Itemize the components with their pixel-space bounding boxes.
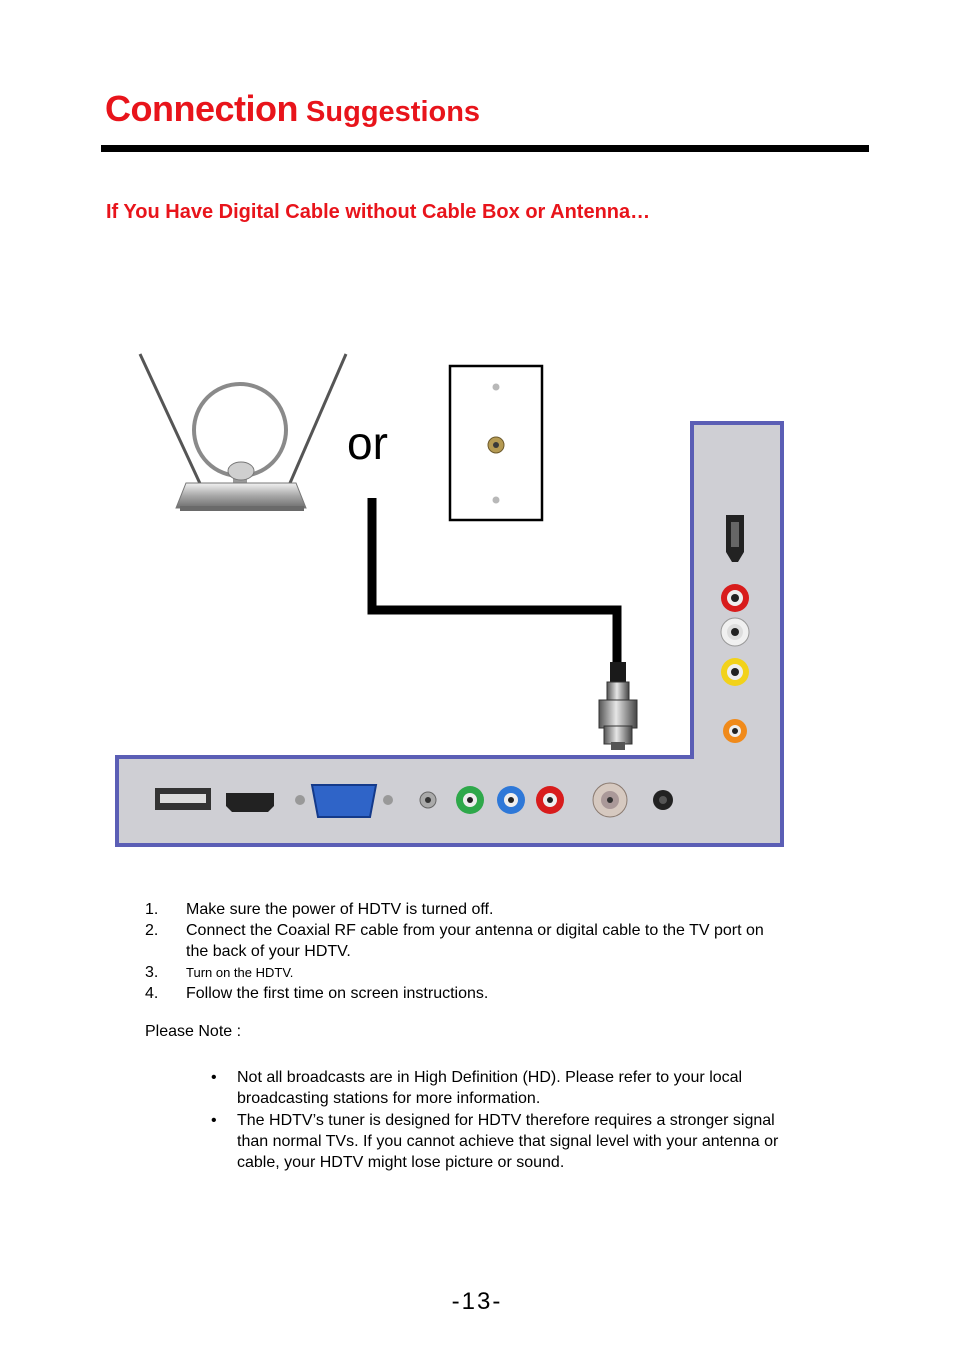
step-number: 2.: [145, 922, 159, 939]
side-video-yellow-port-icon: [721, 658, 749, 686]
note-label: Please Note :: [145, 1023, 242, 1040]
note-list: [211, 1067, 781, 1174]
step-text: Follow the first time on screen instructions.: [186, 985, 489, 1002]
note-item: [211, 1067, 781, 1109]
component-red-port-icon: [536, 786, 564, 814]
usb-port-icon: [155, 788, 211, 810]
page-number: -13-: [451, 1288, 503, 1315]
bullet-icon: •: [211, 1112, 217, 1129]
rf-tv-port-icon: [593, 783, 627, 817]
step-number: 4.: [145, 985, 159, 1002]
or-label: or: [347, 417, 388, 469]
side-audio-white-port-icon: [721, 618, 749, 646]
step-item: [145, 962, 785, 983]
step-text: Turn on the HDTV.: [186, 965, 294, 980]
wall-plate-icon: [450, 366, 542, 520]
audio-in-port-icon: [420, 792, 436, 808]
headphone-port-icon: [653, 790, 673, 810]
step-text: Make sure the power of HDTV is turned off.: [186, 901, 494, 918]
section-subtitle: If You Have Digital Cable without Cable Box or Antenna…: [106, 201, 651, 223]
bullet-icon: •: [211, 1069, 217, 1086]
title-part-2: Suggestions: [297, 96, 481, 128]
step-item: [145, 983, 785, 1004]
page-title: [105, 88, 480, 130]
note-text: Not all broadcasts are in High Definition (HD). Please refer to your local broadcasting stations for more information.: [237, 1069, 743, 1107]
antenna-icon: [140, 354, 346, 511]
coaxial-cable: [372, 498, 637, 750]
side-hdmi-port-icon: [726, 515, 744, 562]
component-green-port-icon: [456, 786, 484, 814]
title-rule: [101, 145, 869, 152]
side-audio-red-port-icon: [721, 584, 749, 612]
step-item: [145, 920, 785, 962]
hdmi-port-icon: [226, 793, 274, 812]
title-part-1: Connection: [105, 88, 298, 129]
step-text: Connect the Coaxial RF cable from your antenna or digital cable to the TV port on the back of your HDTV.: [186, 922, 764, 960]
step-item: [145, 899, 785, 920]
note-item: [211, 1110, 781, 1173]
note-text: The HDTV’s tuner is designed for HDTV therefore requires a stronger signal than normal TVs. If you cannot achieve that signal level with your antenna or cable, your HDTV might lose picture or sound.: [237, 1112, 779, 1171]
step-number: 1.: [145, 901, 159, 918]
connection-diagram: [100, 340, 800, 860]
component-blue-port-icon: [497, 786, 525, 814]
side-digital-audio-port-icon: [723, 719, 747, 743]
instruction-steps: [145, 899, 785, 1004]
step-number: 3.: [145, 964, 159, 981]
